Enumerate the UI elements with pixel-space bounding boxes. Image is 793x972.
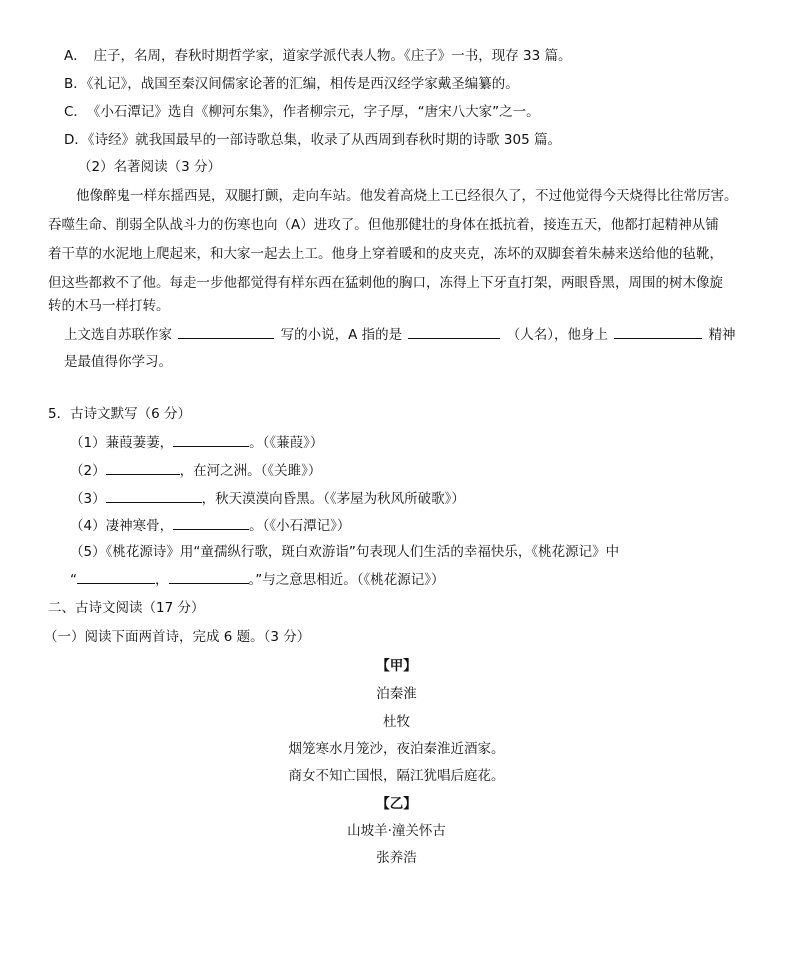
q5-answer-blank-2[interactable]: [169, 569, 249, 584]
reading-heading: （2）名著阅读（3 分）: [78, 159, 221, 175]
section5-question-4: [70, 515, 350, 536]
reading-question-text-3: （人名），他身上: [506, 327, 608, 343]
section5-question-5-line-2: [70, 569, 445, 590]
section5-question-5-line-1: （5）《桃花源诗》用“童孺纵行歌，斑白欢游诣”句表现人们生活的幸福快乐，《桃花源记》中: [70, 544, 620, 560]
q4-answer-blank[interactable]: [173, 515, 249, 530]
reading-question-text-2: 写的小说，A 指的是: [280, 327, 403, 343]
poem-a-line-2: 商女不知亡国恨，隔江犹唱后庭花。: [288, 768, 505, 784]
q5-suffix: 。”与之意思相近。（《桃花源记》）: [248, 572, 445, 588]
poem-a-line-1: 烟笼寒水月笼沙，夜泊秦淮近酒家。: [288, 741, 505, 757]
poem-b-title: 山坡羊·潼关怀古: [347, 823, 446, 839]
q5-open-quote: “: [70, 572, 77, 588]
q1-prefix: （1）蒹葭萋萋，: [70, 435, 174, 451]
section5-question-2: [70, 460, 321, 481]
q3-prefix: （3）: [70, 491, 106, 507]
q2-answer-blank[interactable]: [106, 460, 180, 475]
reading-question-line-2: 是最值得你学习。: [64, 354, 172, 370]
choice-d: D．《诗经》就我国最早的一部诗歌总集，收录了从西周到春秋时期的诗歌 305 篇。: [64, 132, 561, 148]
q3-answer-blank[interactable]: [106, 488, 202, 503]
reading-paragraph-line-2: 吞噬生命、削弱全队战斗力的伤寒也向（A）进攻了。但他那健壮的身体在抵抗着，接连五天，他都打起精神从铺: [48, 217, 719, 233]
reading-paragraph-line-5: 转的木马一样打转。: [48, 298, 170, 314]
q4-suffix: 。（《小石潭记》）: [249, 518, 351, 534]
q1-answer-blank[interactable]: [173, 432, 249, 447]
poem-a-author: 杜牧: [383, 714, 410, 730]
q5-answer-blank-1[interactable]: [77, 569, 155, 584]
poem-b-author: 张养浩: [376, 850, 417, 866]
spirit-answer-blank[interactable]: [614, 324, 702, 339]
q1-suffix: 。（《蒹葭》）: [249, 435, 324, 451]
q2-suffix: ，在河之洲。（《关雎》）: [179, 463, 322, 479]
name-answer-blank[interactable]: [408, 324, 500, 339]
poem-a-tag: 【甲】: [376, 658, 417, 674]
reading-paragraph-line-1: 他像醉鬼一样东摇西晃，双腿打颤，走向车站。他发着高烧上工已经很久了，不过他觉得今天烧得比往常厉害。: [76, 188, 738, 204]
section2-heading: 二、古诗文阅读（17 分）: [48, 600, 205, 616]
q4-prefix: （4）凄神寒骨，: [70, 518, 174, 534]
reading-paragraph-line-4: 但这些都救不了他。每走一步他都觉得有样东西在猛刺他的胸口，冻得上下牙直打架，两眼昏黑，周围的树木像旋: [48, 275, 723, 291]
reading-question-line-1: [64, 324, 736, 345]
choice-c: C． 《小石潭记》选自《柳河东集》，作者柳宗元，字子厚，“唐宋八大家”之一。: [64, 104, 540, 120]
section5-heading: 5．古诗文默写（6 分）: [48, 406, 191, 422]
q5-comma: ，: [155, 572, 169, 588]
section5-question-3: [70, 488, 465, 509]
choice-b: B．《礼记》，战国至秦汉间儒家论著的汇编，相传是西汉经学家戴圣编纂的。: [64, 76, 519, 92]
reading-question-text-1: 上文选自苏联作家: [64, 327, 172, 343]
section5-question-1: [70, 432, 323, 453]
section2-subheading: （一）阅读下面两首诗，完成 6 题。（3 分）: [44, 629, 311, 645]
q2-prefix: （2）: [70, 463, 106, 479]
reading-question-text-4: 精神: [708, 327, 736, 343]
choice-a: A． 庄子，名周，春秋时期哲学家，道家学派代表人物。《庄子》一书，现存 33 篇。: [64, 48, 572, 64]
poem-b-tag: 【乙】: [376, 796, 417, 812]
author-answer-blank[interactable]: [178, 324, 274, 339]
q3-suffix: ，秋天漠漠向昏黑。（《茅屋为秋风所破歌》）: [201, 491, 465, 507]
reading-paragraph-line-3: 着干草的水泥地上爬起来，和大家一起去上工。他身上穿着暖和的皮夹克，冻坏的双脚套着朱赫来送给他的毡靴，: [48, 246, 723, 262]
poem-a-title: 泊秦淮: [376, 686, 417, 702]
